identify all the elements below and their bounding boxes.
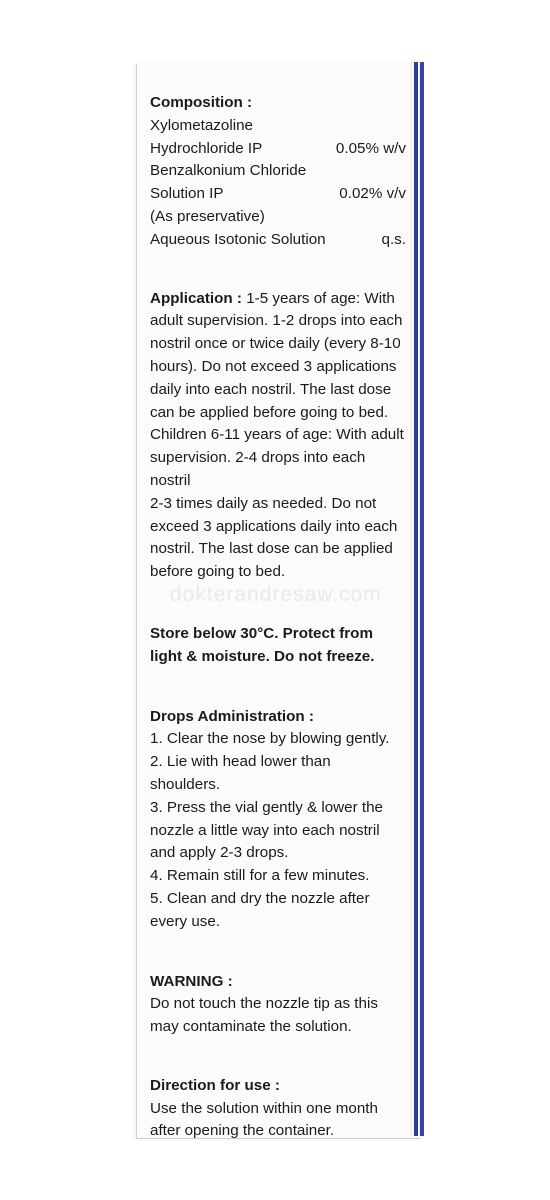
composition-line: Solution IP 0.02% v/v [150,183,406,206]
drops-administration-section [150,706,406,934]
blue-stripe-inner [420,62,424,1136]
drops-step: 2. Lie with head lower than [150,753,331,771]
direction-line: after opening the container. [150,1122,335,1140]
warning-line: Do not touch the nozzle tip as this [150,995,378,1013]
blue-stripe [414,62,418,1136]
composition-line: Benzalkonium Chloride [150,162,307,180]
application-line: Children 6-11 years of age: With adult [150,426,404,444]
storage-section [150,623,406,669]
watermark: dokterandresaw.com [170,583,382,606]
drops-administration-heading: Drops Administration : [150,707,314,725]
composition-line: (As preservative) [150,207,265,225]
drops-step: nozzle a little way into each nostril [150,821,380,839]
direction-heading: Direction for use : [150,1076,280,1094]
storage-line: Store below 30°C. Protect from [150,624,373,642]
application-line: daily into each nostril. The last dose [150,380,392,398]
composition-line: Xylometazoline [150,116,253,134]
drops-step: every use. [150,912,221,930]
direction-line: Use the solution within one month [150,1099,378,1117]
application-line: exceed 3 applications daily into each [150,517,398,535]
application-line: nostril. The last dose can be applied [150,540,393,558]
application-line: adult supervision. 1-2 drops into each [150,312,403,330]
composition-line: Aqueous Isotonic Solution q.s. [150,229,406,252]
application-line: can be applied before going to bed. [150,403,389,421]
drops-step: 5. Clean and dry the nozzle after [150,889,370,907]
composition-heading: Composition : [150,94,253,111]
composition-section [150,92,406,252]
application-line: nostril once or twice daily (every 8-10 [150,335,401,353]
composition-value: 0.02% v/v [339,185,406,203]
warning-section [150,971,406,1039]
drops-step: and apply 2-3 drops. [150,844,289,862]
warning-line: may contaminate the solution. [150,1018,352,1036]
application-line: hours). Do not exceed 3 applications [150,357,397,375]
drops-step: 4. Remain still for a few minutes. [150,867,370,885]
application-section [150,288,406,584]
warning-heading: WARNING : [150,972,233,990]
application-line: 2-3 times daily as needed. Do not [150,494,377,512]
drops-step: shoulders. [150,775,221,793]
application-line: supervision. 2-4 drops into each nostril [150,449,366,489]
application-line: before going to bed. [150,563,286,581]
label-text [150,92,406,1143]
application-heading: Application : [150,289,242,307]
storage-line: light & moisture. Do not freeze. [150,647,375,665]
composition-line: Hydrochloride IP 0.05% w/v [150,138,406,161]
drops-step: 1. Clear the nose by blowing gently. [150,730,390,748]
composition-value: 0.05% w/v [335,139,406,157]
composition-value: q.s. [381,230,406,248]
direction-section [150,1075,406,1143]
application-line: Application : 1-5 years of age: With [150,289,395,307]
drops-step: 3. Press the vial gently & lower the [150,798,383,816]
